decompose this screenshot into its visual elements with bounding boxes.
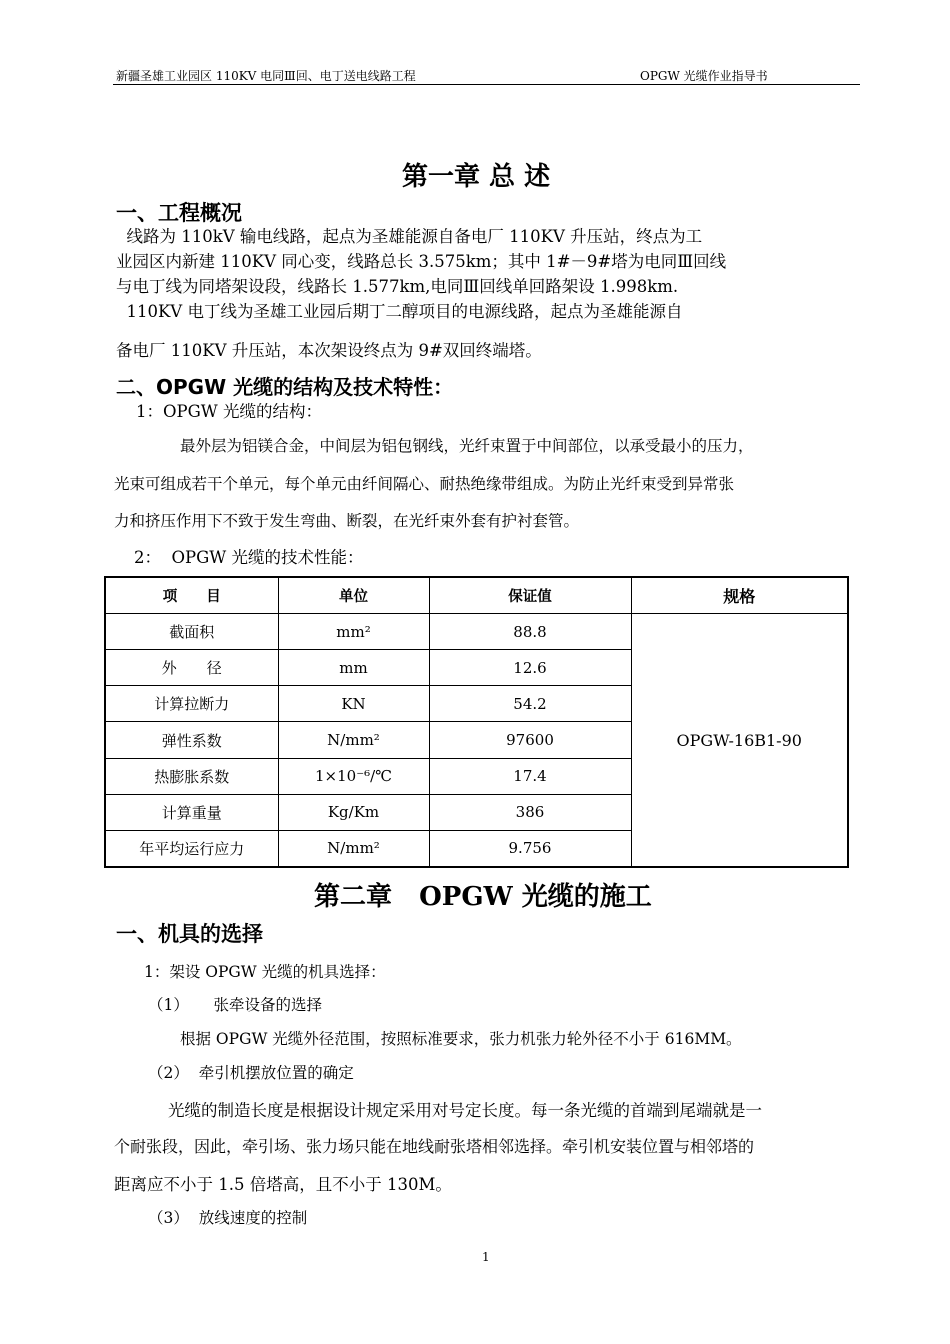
cell-unit: N/mm² [278, 830, 429, 867]
overview-line-2: 业园区内新建 110KV 同心变，线路总长 3.575km；其中 1#－9#塔为电同Ⅲ回线 [116, 252, 727, 271]
cell-item: 外 径 [105, 650, 278, 686]
header-spec: 规格 [631, 577, 848, 614]
structure-line-3: 力和挤压作用下不致于发生弯曲、断裂，在光纤束外套有护衬套管。 [114, 512, 580, 530]
cell-unit: mm [278, 650, 429, 686]
tools-subtitle: 1：架设 OPGW 光缆的机具选择： [144, 963, 386, 981]
performance-subtitle: 2： OPGW 光缆的技术性能： [134, 548, 364, 567]
chapter2-section1-title: 一、机具的选择 [116, 922, 263, 946]
cell-item: 计算拉断力 [105, 686, 278, 722]
cell-unit: N/mm² [278, 722, 429, 758]
cell-value: 54.2 [429, 686, 631, 722]
cell-value: 12.6 [429, 650, 631, 686]
section1-title: 一、工程概况 [116, 201, 242, 225]
chapter1-title: 第一章 总 述 [402, 162, 551, 192]
cell-value: 97600 [429, 722, 631, 758]
header-right: OPGW 光缆作业指导书 [640, 69, 768, 83]
overview-line-5: 备电厂 110KV 升压站，本次架设终点为 9#双回终端塔。 [116, 341, 542, 360]
page-number: 1 [482, 1250, 490, 1264]
table-row [105, 614, 848, 650]
tension-equipment-text: 根据 OPGW 光缆外径范围，按照标准要求，张力机张力轮外径不小于 616MM。 [180, 1030, 742, 1048]
cell-unit: 1×10⁻⁶/℃ [278, 758, 429, 794]
structure-line-1: 最外层为铝镁合金，中间层为铝包钢线，光纤束置于中间部位，以承受最小的压力， [180, 437, 754, 455]
structure-line-2: 光束可组成若干个单元，每个单元由纤间隔心、耐热绝缘带组成。为防止光纤束受到异常张 [114, 475, 735, 493]
speed-control-heading: （3） 放线速度的控制 [148, 1209, 308, 1227]
cell-item: 热膨胀系数 [105, 758, 278, 794]
performance-table [104, 576, 849, 868]
cell-value: 386 [429, 794, 631, 830]
header-value: 保证值 [429, 577, 631, 614]
cell-unit: Kg/Km [278, 794, 429, 830]
cell-unit: mm² [278, 614, 429, 650]
cell-unit: KN [278, 686, 429, 722]
header-unit: 单位 [278, 577, 429, 614]
table-header-row [105, 577, 848, 614]
cell-value: 88.8 [429, 614, 631, 650]
cell-item: 截面积 [105, 614, 278, 650]
overview-line-1: 线路为 110kV 输电线路，起点为圣雄能源自备电厂 110KV 升压站，终点为工 [116, 227, 703, 246]
puller-position-heading: （2） 牵引机摆放位置的确定 [148, 1064, 354, 1082]
cell-item: 计算重量 [105, 794, 278, 830]
overview-line-4: 110KV 电丁线为圣雄工业园后期丁二醇项目的电源线路，起点为圣雄能源自 [116, 302, 683, 321]
cell-item: 年平均运行应力 [105, 830, 278, 867]
header-left: 新疆圣雄工业园区 110KV 电同Ⅲ回、电丁送电线路工程 [116, 69, 416, 83]
puller-line-3: 距离应不小于 1.5 倍塔高，且不小于 130M。 [114, 1175, 452, 1194]
cell-spec: OPGW-16B1-90 [631, 614, 848, 867]
puller-line-2: 个耐张段，因此，牵引场、张力场只能在地线耐张塔相邻选择。牵引机安装位置与相邻塔的 [114, 1137, 755, 1156]
cell-value: 9.756 [429, 830, 631, 867]
structure-subtitle: 1：OPGW 光缆的结构： [136, 402, 323, 421]
cell-item: 弹性系数 [105, 722, 278, 758]
section2-title: 二、OPGW 光缆的结构及技术特性： [116, 375, 454, 399]
puller-line-1: 光缆的制造长度是根据设计规定采用对号定长度。每一条光缆的首端到尾端就是一 [168, 1101, 762, 1120]
cell-value: 17.4 [429, 758, 631, 794]
header-item: 项 目 [105, 577, 278, 614]
overview-line-3: 与电丁线为同塔架设段，线路长 1.577km,电同Ⅲ回线单回路架设 1.998km. [116, 277, 679, 296]
tension-equipment-heading: （1） 张牵设备的选择 [148, 996, 322, 1014]
header-rule [113, 84, 860, 85]
chapter2-title: 第二章 OPGW 光缆的施工 [314, 882, 652, 912]
